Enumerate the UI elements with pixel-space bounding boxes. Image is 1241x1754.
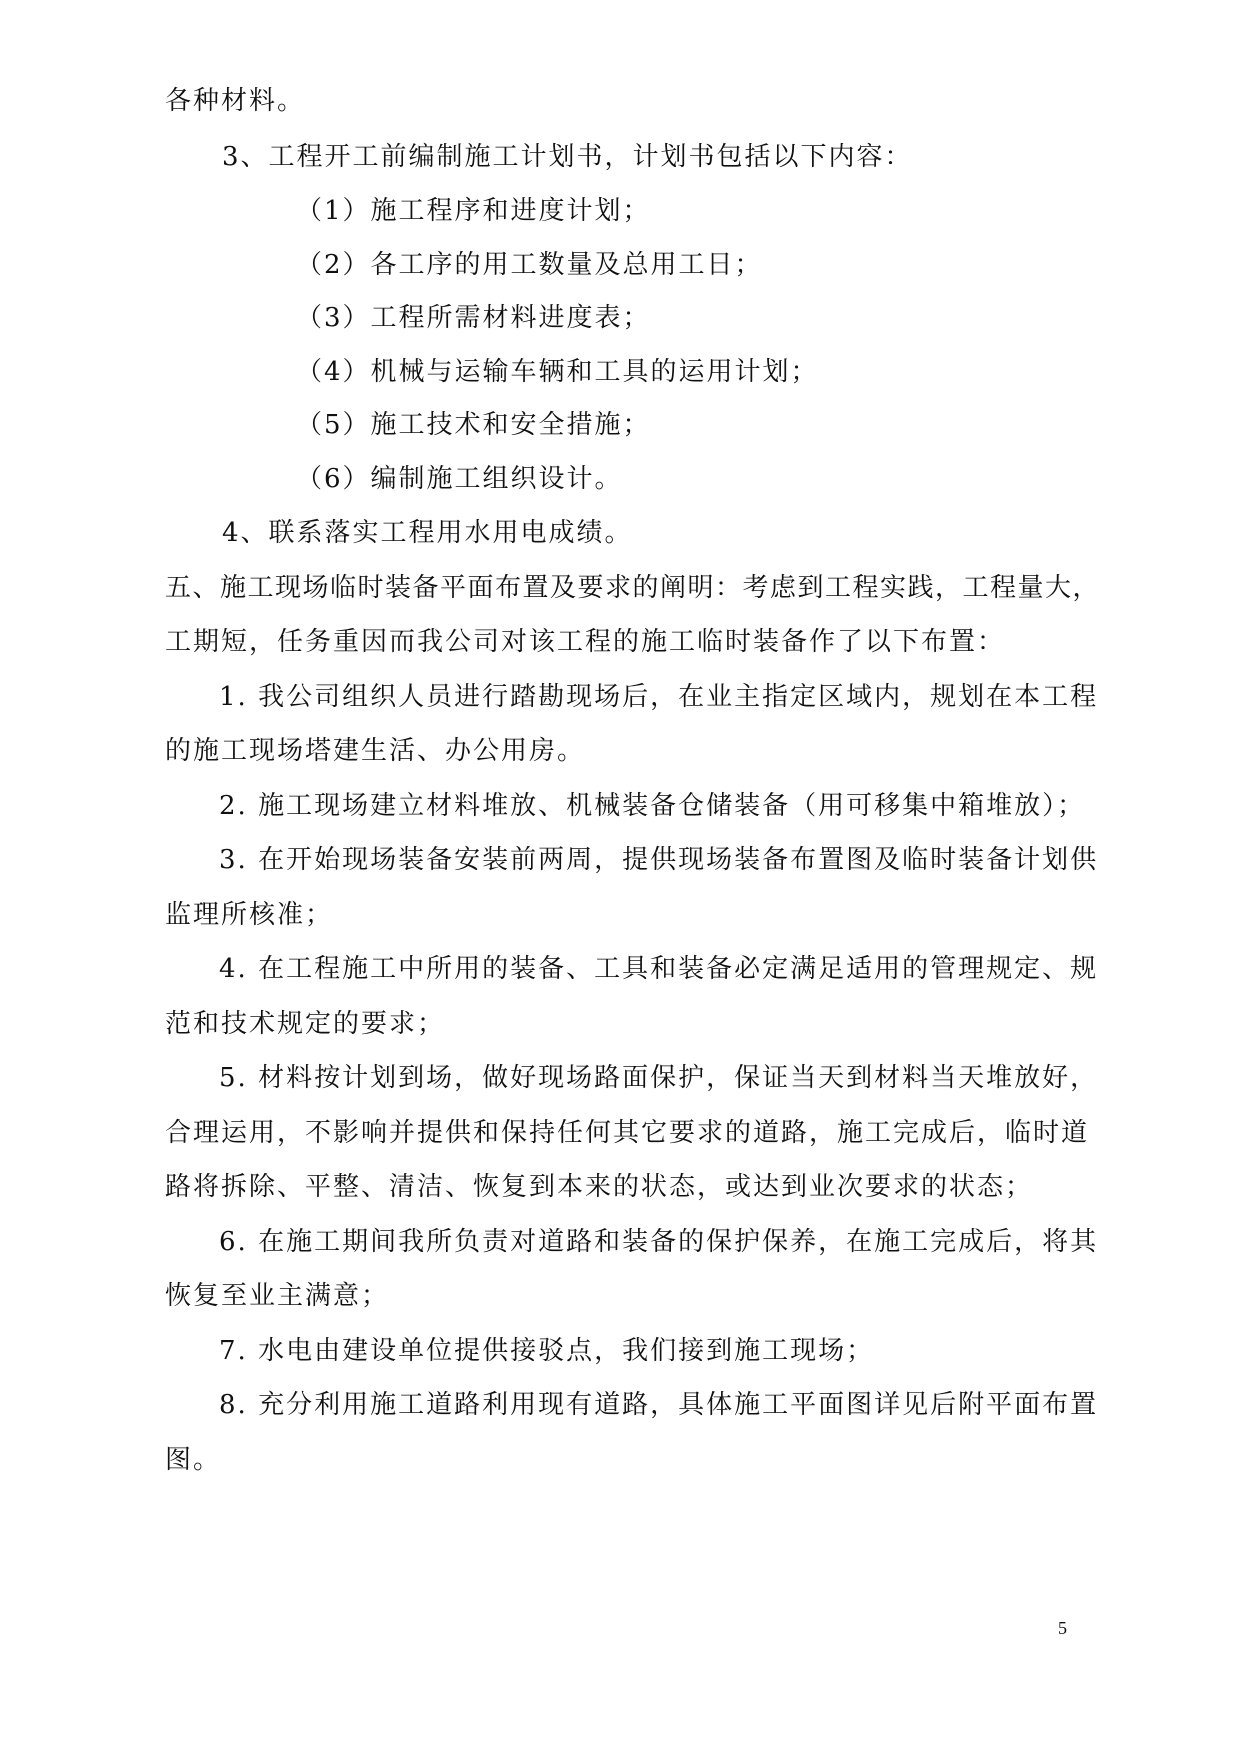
text-line-point-6: 6. 在施工期间我所负责对道路和装备的保护保养，在施工完成后，将其	[219, 1227, 1099, 1257]
text-line-item-3: 3、工程开工前编制施工计划书，计划书包括以下内容：	[222, 142, 913, 172]
text-line-item-4: 4、联系落实工程用水用电成绩。	[222, 518, 633, 548]
page-number: 5	[1058, 1618, 1067, 1638]
text-line-point-5-cont-2: 路将拆除、平整、清洁、恢复到本来的状态，或达到业次要求的状态；	[165, 1172, 1034, 1202]
text-line-point-2: 2. 施工现场建立材料堆放、机械装备仓储装备（用可移集中箱堆放）；	[219, 791, 1086, 821]
text-line-sub-2: （2）各工序的用工数量及总用工日；	[296, 250, 763, 280]
text-line-sub-5: （5）施工技术和安全措施；	[296, 410, 651, 440]
text-line-materials: 各种材料。	[165, 86, 306, 116]
text-line-point-4: 4. 在工程施工中所用的装备、工具和装备必定满足适用的管理规定、规	[219, 954, 1099, 984]
text-line-point-3-cont: 监理所核准；	[165, 900, 334, 930]
text-line-point-5: 5. 材料按计划到场，做好现场路面保护，保证当天到材料当天堆放好，	[219, 1063, 1099, 1093]
text-line-point-8-cont: 图。	[165, 1445, 222, 1475]
text-line-point-8: 8. 充分利用施工道路利用现有道路，具体施工平面图详见后附平面布置	[219, 1390, 1099, 1420]
text-line-point-4-cont: 范和技术规定的要求；	[165, 1009, 446, 1039]
section-heading-5: 五、施工现场临时装备平面布置及要求的阐明：考虑到工程实践，工程量大，	[165, 573, 1101, 603]
text-line-sub-3: （3）工程所需材料进度表；	[296, 303, 651, 333]
text-line-point-1: 1. 我公司组织人员进行踏勘现场后，在业主指定区域内，规划在本工程	[219, 682, 1099, 712]
text-line-point-5-cont-1: 合理运用，不影响并提供和保持任何其它要求的道路，施工完成后，临时道	[165, 1118, 1090, 1148]
text-line-point-7: 7. 水电由建设单位提供接驳点，我们接到施工现场；	[219, 1336, 875, 1366]
section-heading-5-cont: 工期短，任务重因而我公司对该工程的施工临时装备作了以下布置：	[165, 627, 1006, 657]
text-line-sub-4: （4）机械与运输车辆和工具的运用计划；	[296, 357, 819, 387]
text-line-point-1-cont: 的施工现场塔建生活、办公用房。	[165, 736, 586, 766]
text-line-sub-6: （6）编制施工组织设计。	[296, 464, 623, 494]
text-line-sub-1: （1）施工程序和进度计划；	[296, 196, 651, 226]
text-line-point-3: 3. 在开始现场装备安装前两周，提供现场装备布置图及临时装备计划供	[219, 845, 1099, 875]
text-line-point-6-cont: 恢复至业主满意；	[165, 1281, 390, 1311]
